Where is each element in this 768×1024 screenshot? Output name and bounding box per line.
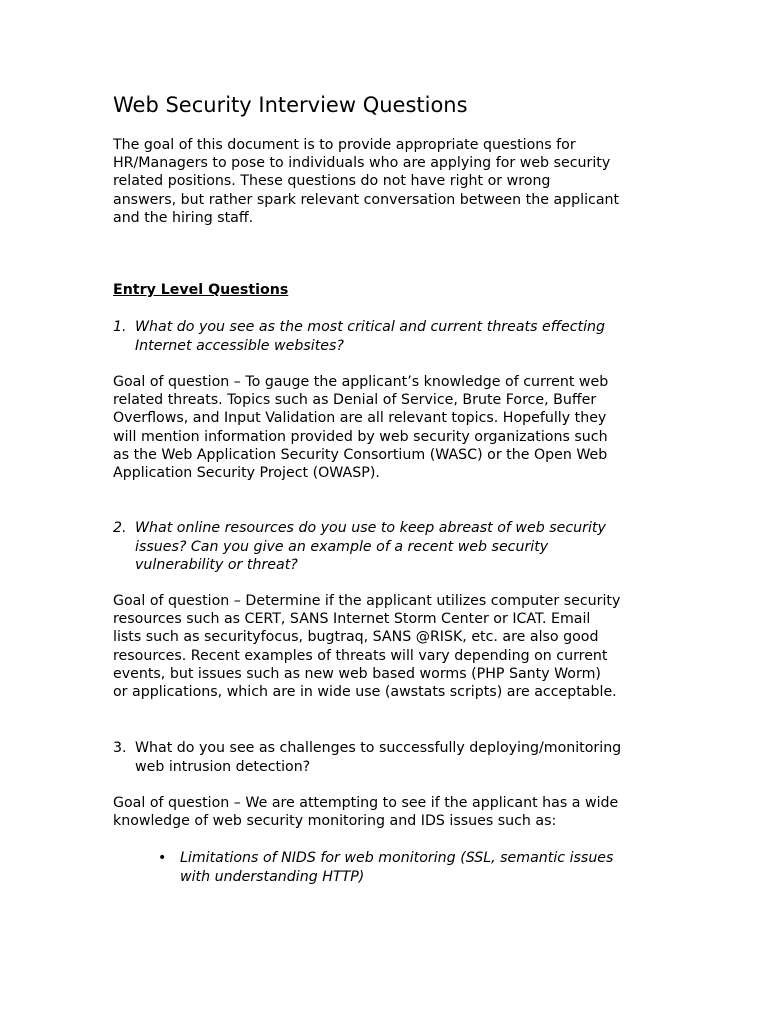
question-number: 2. xyxy=(113,520,127,536)
question-number: 3. xyxy=(113,740,127,756)
question-line: vulnerability or threat? xyxy=(135,557,298,573)
intro-line: answers, but rather spark relevant conversation between the applicant xyxy=(113,191,620,208)
question-line: What online resources do you use to keep abreast of web security xyxy=(135,520,606,536)
bullet-icon: • xyxy=(158,850,167,866)
goal-paragraph-3 xyxy=(113,794,618,830)
question-line: web intrusion detection? xyxy=(135,758,311,775)
goal-line: as the Web Application Security Consortium (WASC) or the Open Web xyxy=(113,446,608,463)
question-line: What do you see as the most critical and current threats effecting xyxy=(135,319,606,335)
question-line: issues? Can you give an example of a recent web security xyxy=(135,538,549,555)
goal-line: Goal of question – Determine if the applicant utilizes computer security xyxy=(113,593,621,609)
goal-line: or applications, which are in wide use (awstats scripts) are acceptable. xyxy=(113,684,617,701)
goal-line: Application Security Project (OWASP). xyxy=(113,465,380,482)
document-title: Web Security Interview Questions xyxy=(113,93,468,117)
goal-line: events, but issues such as new web based worms (PHP Santy Worm) xyxy=(113,665,601,682)
bullet-line: with understanding HTTP) xyxy=(180,868,365,885)
intro-line: related positions. These questions do not have right or wrong xyxy=(113,173,551,190)
goal-line: related threats. Topics such as Denial of Service, Brute Force, Buffer xyxy=(113,392,597,409)
intro-line: The goal of this document is to provide appropriate questions for xyxy=(113,137,576,153)
question-text xyxy=(135,739,621,776)
question-number: 1. xyxy=(113,319,127,335)
question-line: Internet accessible websites? xyxy=(135,337,344,354)
intro-paragraph xyxy=(113,136,619,227)
goal-paragraph-2 xyxy=(113,592,620,701)
question-line: What do you see as challenges to successfully deploying/monitoring xyxy=(135,740,622,756)
goal-line: knowledge of web security monitoring and IDS issues such as: xyxy=(113,813,557,830)
question-text xyxy=(135,519,606,575)
goal-line: Goal of question – To gauge the applicant’s knowledge of current web xyxy=(113,374,609,390)
bullet-text xyxy=(180,849,613,886)
goal-line: lists such as securityfocus, bugtraq, SANS @RISK, etc. are also good xyxy=(113,629,599,646)
question-text xyxy=(135,318,605,355)
goal-line: Overflows, and Input Validation are all relevant topics. Hopefully they xyxy=(113,410,607,427)
goal-paragraph-1 xyxy=(113,373,608,482)
section-heading-entry-level: Entry Level Questions xyxy=(113,282,289,298)
goal-line: will mention information provided by web security organizations such xyxy=(113,428,608,445)
bullet-line: Limitations of NIDS for web monitoring (SSL, semantic issues xyxy=(180,850,614,866)
goal-line: Goal of question – We are attempting to see if the applicant has a wide xyxy=(113,795,619,811)
goal-line: resources such as CERT, SANS Internet Storm Center or ICAT. Email xyxy=(113,611,591,628)
goal-line: resources. Recent examples of threats will vary depending on current xyxy=(113,647,608,664)
intro-line: HR/Managers to pose to individuals who are applying for web security xyxy=(113,155,611,172)
intro-line: and the hiring staff. xyxy=(113,209,254,226)
